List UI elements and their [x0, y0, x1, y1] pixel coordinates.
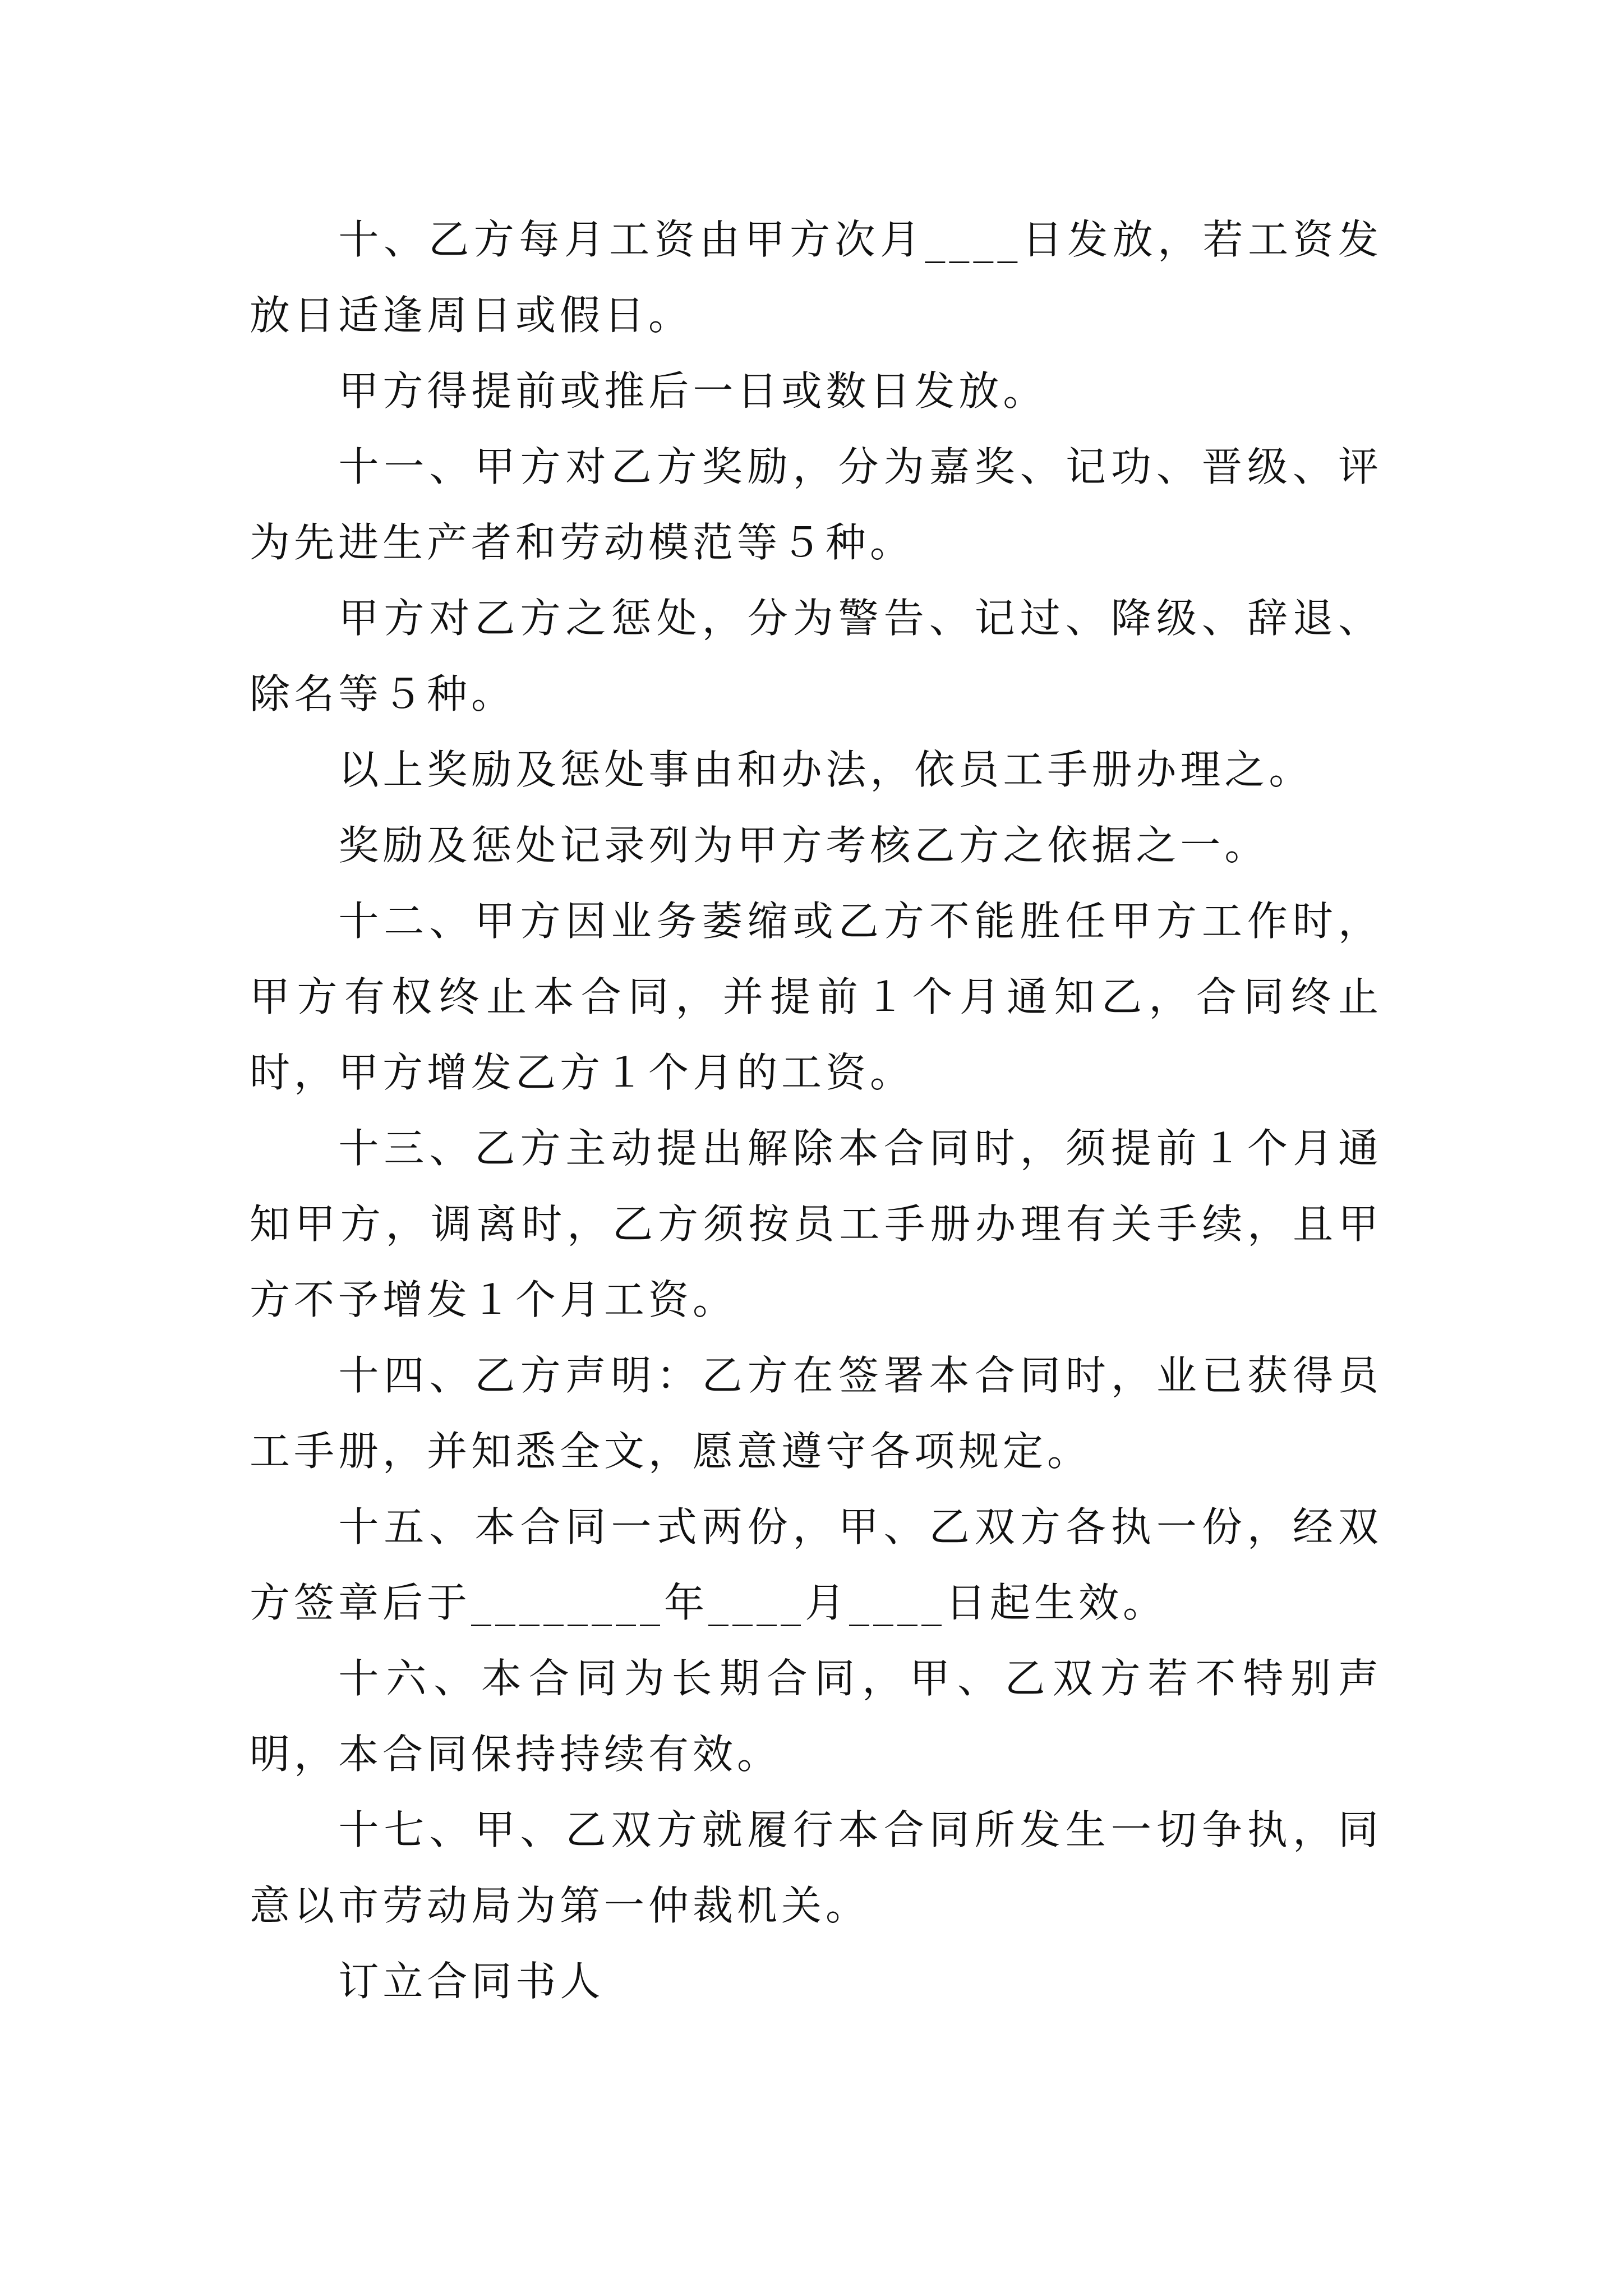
paragraph-clause-11-penalties: 甲方对乙方之惩处，分为警告、记过、降级、辞退、除名等５种。 [250, 595, 1382, 717]
paragraph-clause-12: 十二、甲方因业务萎缩或乙方不能胜任甲方工作时，甲方有权终止本合同，并提前１个月通知乙，合同终止时，甲方增发乙方１个月的工资。 [250, 898, 1382, 1096]
paragraph-clause-10: 十、乙方每月工资由甲方次月____日发放，若工资发放日适逢周日或假日。 [250, 216, 1382, 339]
paragraph-clause-11-records: 奖励及惩处记录列为甲方考核乙方之依据之一。 [338, 822, 1269, 869]
paragraph-clause-16: 十六、本合同为长期合同，甲、乙双方若不特别声明，本合同保持持续有效。 [250, 1655, 1382, 1778]
paragraph-clause-13: 十三、乙方主动提出解除本合同时，须提前１个月通知甲方，调离时，乙方须按员工手册办理有关手续，且甲方不予增发１个月工资。 [250, 1125, 1382, 1323]
paragraph-clause-17: 十七、甲、乙双方就履行本合同所发生一切争执，同意以市劳动局为第一仲裁机关。 [250, 1806, 1382, 1929]
paragraph-clause-11-handbook: 以上奖励及惩处事由和办法，依员工手册办理之。 [338, 746, 1313, 793]
paragraph-clause-11: 十一、甲方对乙方奖励，分为嘉奖、记功、晋级、评为先进生产者和劳动模范等５种。 [250, 443, 1382, 566]
paragraph-clause-15: 十五、本合同一式两份，甲、乙双方各执一份，经双方签章后于________年____月____日起生效。 [250, 1503, 1382, 1626]
paragraph-clause-10-continued: 甲方得提前或推后一日或数日发放。 [338, 367, 1048, 415]
paragraph-clause-14: 十四、乙方声明：乙方在签署本合同时，业已获得员工手册，并知悉全文，愿意遵守各项规定。 [250, 1352, 1382, 1475]
signatory-label: 订立合同书人 [338, 1958, 605, 2005]
document-body [250, 202, 1382, 2019]
